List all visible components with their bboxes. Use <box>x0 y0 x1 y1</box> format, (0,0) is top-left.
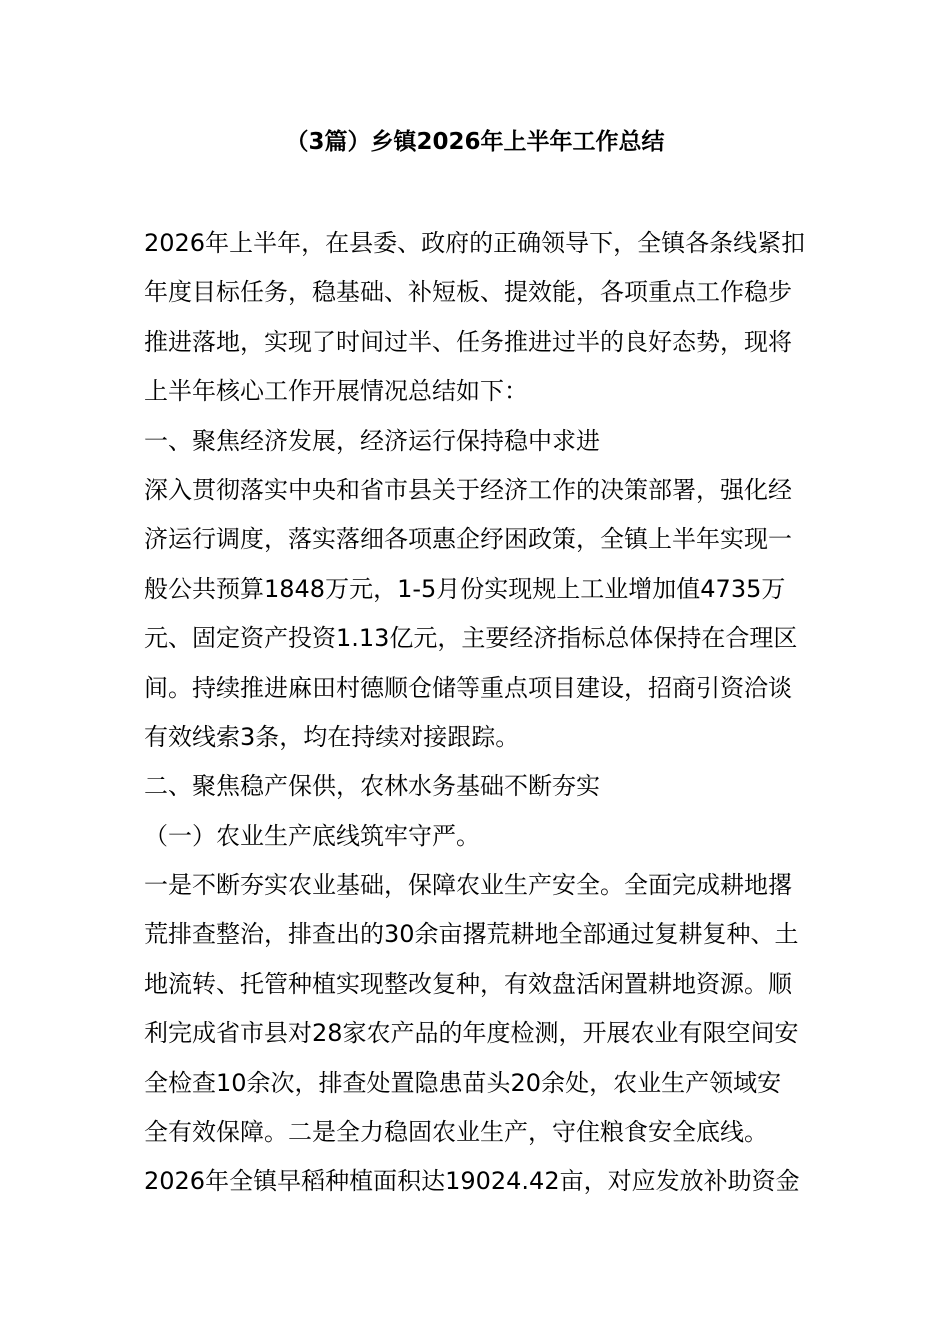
text-line: 2026年全镇早稻种植面积达19024.42亩，对应发放补助资金 <box>144 1167 800 1196</box>
document-title: （3篇）乡镇2026年上半年工作总结 <box>285 129 665 155</box>
text-line: 荒排查整治，排查出的30余亩撂荒耕地全部通过复耕复种、土 <box>144 920 799 949</box>
text-line: 元、固定资产投资1.13亿元，主要经济指标总体保持在合理区 <box>144 624 798 653</box>
text-line: 深入贯彻落实中央和省市县关于经济工作的决策部署，强化经 <box>144 475 792 504</box>
section-heading-2: 二、聚焦稳产保供，农林水务基础不断夯实 <box>144 772 600 801</box>
text-line: 全检查10余次，排查处置隐患苗头20余处，农业生产领域安 <box>144 1068 782 1097</box>
text-line: 间。持续推进麻田村德顺仓储等重点项目建设，招商引资洽谈 <box>144 673 792 702</box>
section-heading-1: 一、聚焦经济发展，经济运行保持稳中求进 <box>144 426 600 455</box>
text-line: 一是不断夯实农业基础，保障农业生产安全。全面完成耕地撂 <box>144 871 792 900</box>
text-line: 2026年上半年，在县委、政府的正确领导下，全镇各条线紧扣 <box>144 229 806 257</box>
text-line: 上半年核心工作开展情况总结如下： <box>144 377 528 406</box>
text-line: 地流转、托管种植实现整改复种，有效盘活闲置耕地资源。顺 <box>144 969 792 998</box>
text-line: 般公共预算1848万元，1-5月份实现规上工业增加值4735万 <box>144 574 786 603</box>
text-line: 利完成省市县对28家农产品的年度检测，开展农业有限空间安 <box>144 1019 799 1048</box>
text-line: 年度目标任务，稳基础、补短板、提效能，各项重点工作稳步 <box>144 278 792 307</box>
text-line: 有效线索3条，均在持续对接跟踪。 <box>144 722 520 751</box>
document-body <box>144 223 814 1211</box>
text-line: 济运行调度，落实落细各项惠企纾困政策，全镇上半年实现一 <box>144 525 792 554</box>
text-line: 全有效保障。二是全力稳固农业生产，守住粮食安全底线。 <box>144 1118 768 1147</box>
subsection-heading: （一）农业生产底线筑牢守严。 <box>144 821 480 850</box>
text-line: 推进落地，实现了时间过半、任务推进过半的良好态势，现将 <box>144 327 792 356</box>
